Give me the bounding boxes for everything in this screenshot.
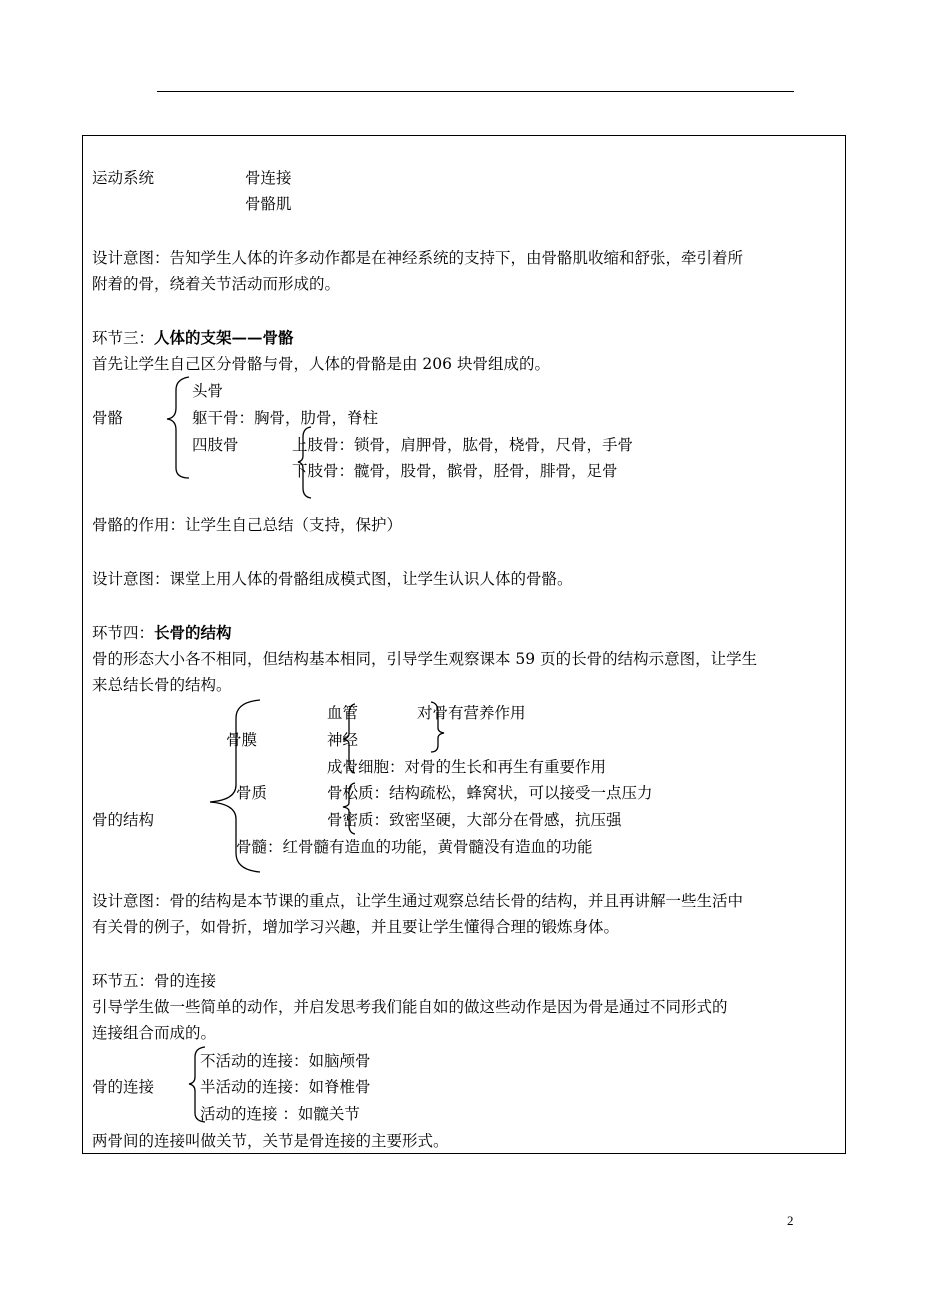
section-4-heading — [92, 623, 232, 643]
skeleton-head: 头骨 — [192, 382, 224, 400]
joint-label: 骨的连接 — [92, 1078, 155, 1096]
section-4-title: 长骨的结构 — [154, 623, 232, 642]
joint-movable: 活动的连接 ：如髋关节 — [200, 1105, 360, 1123]
section-3-intro: 首先让学生自己区分骨骼与骨，人体的骨骼是由 206 块骨组成的。 — [92, 355, 550, 373]
section-5-summary: 两骨间的连接叫做关节，关节是骨连接的主要形式。 — [92, 1132, 449, 1150]
skeleton-function: 骨骼的作用：让学生自己总结（支持，保护） — [92, 516, 403, 534]
section-3-heading — [92, 328, 294, 348]
bone-marrow: 骨髓：红骨髓有造血的功能，黄骨髓没有造血的功能 — [236, 838, 593, 856]
movement-item-muscle: 骨骼肌 — [245, 195, 292, 213]
skeleton-lower-limb: 下肢骨：髋骨，股骨，髌骨，胫骨，腓骨，足骨 — [292, 462, 618, 480]
bone-nutrition: 对骨有营养作用 — [417, 704, 526, 722]
bone-spongy: 骨松质：结构疏松，蜂窝状，可以接受一点压力 — [327, 784, 653, 802]
movement-item-joint: 骨连接 — [245, 169, 292, 187]
skeleton-limbs: 四肢骨 — [192, 436, 239, 454]
bone-nerve: 神经 — [327, 731, 359, 749]
bone-periosteum: 骨膜 — [226, 731, 258, 749]
intent-1-line-1: 设计意图：告知学生人体的许多动作都是在神经系统的支持下，由骨骼肌收缩和舒张，牵引着所 — [92, 249, 744, 267]
bone-structure-label: 骨的结构 — [92, 811, 155, 829]
section-4-prefix: 环节四： — [92, 624, 155, 642]
section-4-intent-line-2: 有关骨的例子，如骨折，增加学习兴趣，并且要让学生懂得合理的锻炼身体。 — [92, 918, 620, 936]
bone-osteoblast: 成骨细胞：对骨的生长和再生有重要作用 — [327, 758, 607, 776]
section-3-intent: 设计意图：课堂上用人体的骨骼组成模式图，让学生认识人体的骨骼。 — [92, 570, 573, 588]
skeleton-upper-limb: 上肢骨：锁骨，肩胛骨，肱骨，桡骨，尺骨，手骨 — [292, 436, 634, 454]
bone-vessel: 血管 — [327, 704, 359, 722]
page-number: 2 — [787, 1213, 794, 1228]
section-4-intent-line-1: 设计意图：骨的结构是本节课的重点，让学生通过观察总结长骨的结构，并且再讲解一些生活中 — [92, 892, 744, 910]
bone-compact: 骨密质：致密坚硬，大部分在骨感，抗压强 — [327, 811, 622, 829]
joint-semi-movable: 半活动的连接：如脊椎骨 — [200, 1078, 371, 1096]
header-rule — [157, 91, 794, 92]
section-4-intro-line-2: 来总结长骨的结构。 — [92, 676, 232, 694]
section-5-intro-line-1: 引导学生做一些简单的动作，并启发思考我们能自如的做这些动作是因为骨是通过不同形式的 — [92, 998, 728, 1016]
bone-substance: 骨质 — [236, 784, 268, 802]
skeleton-trunk: 躯干骨：胸骨，肋骨，脊柱 — [192, 409, 379, 427]
movement-system-label: 运动系统 — [92, 169, 155, 187]
section-3-title: 人体的支架——骨骼 — [154, 328, 294, 347]
section-5-heading: 环节五：骨的连接 — [92, 972, 217, 990]
section-5-intro-line-2: 连接组合而成的。 — [92, 1024, 217, 1042]
section-3-prefix: 环节三： — [92, 329, 155, 347]
intent-1-line-2: 附着的骨，绕着关节活动而形成的。 — [92, 275, 341, 293]
section-4-intro-line-1: 骨的形态大小各不相同，但结构基本相同，引导学生观察课本 59 页的长骨的结构示意图，让学生 — [92, 650, 758, 668]
skeleton-label: 骨骼 — [92, 409, 124, 427]
joint-immovable: 不活动的连接：如脑颅骨 — [200, 1052, 371, 1070]
